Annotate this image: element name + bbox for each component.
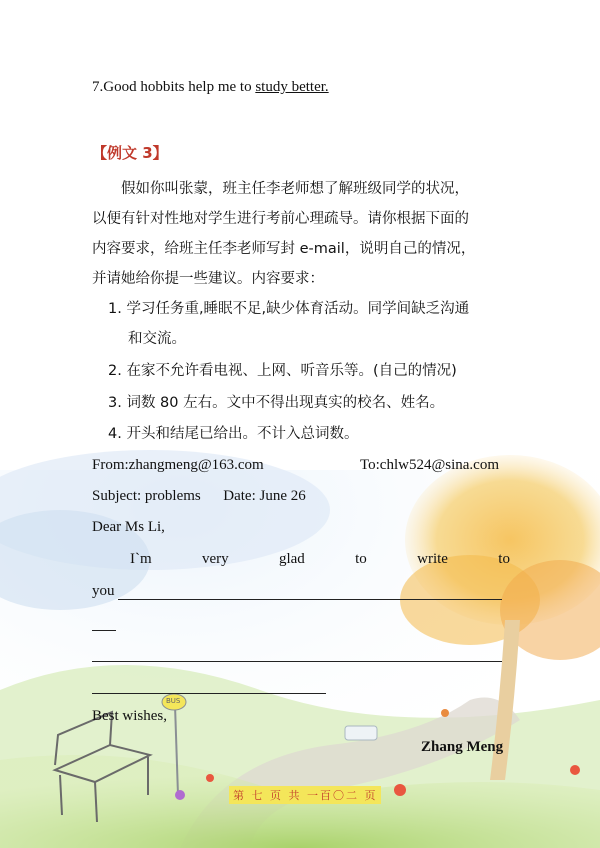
opening-sentence xyxy=(130,551,510,568)
task-paragraph xyxy=(92,174,512,294)
email-you-word: you xyxy=(92,583,115,599)
requirement-item xyxy=(108,388,444,418)
opening-word: to xyxy=(355,551,367,567)
email-signature: Zhang Meng xyxy=(421,739,504,755)
email-to: To:chlw524@sina.com xyxy=(360,457,499,473)
paragraph-line: 内容要求，给班主任李老师写封 e-mail，说明自己的情况， xyxy=(92,241,476,257)
requirement-continuation: 和交流。 xyxy=(128,331,186,347)
requirement-item xyxy=(108,294,469,354)
requirement-text: 学习任务重,睡眠不足,缺少体育活动。同学间缺乏沟通 xyxy=(126,301,470,317)
requirement-number: 1. xyxy=(108,301,122,317)
page-footer: 第 七 页 共 一百〇二 页 xyxy=(229,786,381,804)
requirement-text: 在家不允许看电视、上网、听音乐等。(自己的情况) xyxy=(126,363,457,379)
writing-blank-line xyxy=(92,693,326,694)
requirement-text: 开头和结尾已给出。不计入总词数。 xyxy=(126,426,359,442)
example-title: 【例文 3】 xyxy=(92,144,168,162)
sentence-seven-underlined: study better. xyxy=(255,79,329,95)
bus-stop-sign-label: BUS xyxy=(166,697,181,705)
writing-blank-line xyxy=(92,661,502,662)
requirement-item xyxy=(108,356,457,386)
paragraph-line: 以便有针对性地对学生进行考前心理疏导。请你根据下面的 xyxy=(92,211,469,227)
email-subject-line xyxy=(92,488,306,505)
requirement-item xyxy=(108,419,358,449)
writing-blank-line xyxy=(92,630,116,631)
paragraph-line: 并请她给你提一些建议。内容要求： xyxy=(92,271,324,287)
email-closing: Best wishes, xyxy=(92,708,167,724)
email-from: From:zhangmeng@163.com xyxy=(92,457,264,473)
requirement-number: 2. xyxy=(108,363,122,379)
sentence-seven xyxy=(92,79,329,96)
requirement-number: 3. xyxy=(108,395,122,411)
requirement-text: 词数 80 左右。文中不得出现真实的校名、姓名。 xyxy=(126,395,445,411)
requirement-number: 4. xyxy=(108,426,122,442)
email-date: Date: June 26 xyxy=(223,488,306,504)
opening-word: I`m xyxy=(130,551,152,567)
sentence-seven-text: 7.Good hobbits help me to xyxy=(92,79,256,95)
email-subject: Subject: problems xyxy=(92,488,201,504)
opening-word: very xyxy=(202,551,229,567)
paragraph-line: 假如你叫张蒙，班主任李老师想了解班级同学的状况， xyxy=(92,181,469,197)
opening-word: glad xyxy=(278,551,305,567)
email-greeting: Dear Ms Li, xyxy=(92,519,165,535)
writing-blank-line xyxy=(118,599,502,600)
opening-word: to xyxy=(498,551,510,567)
opening-word: write xyxy=(417,551,448,567)
